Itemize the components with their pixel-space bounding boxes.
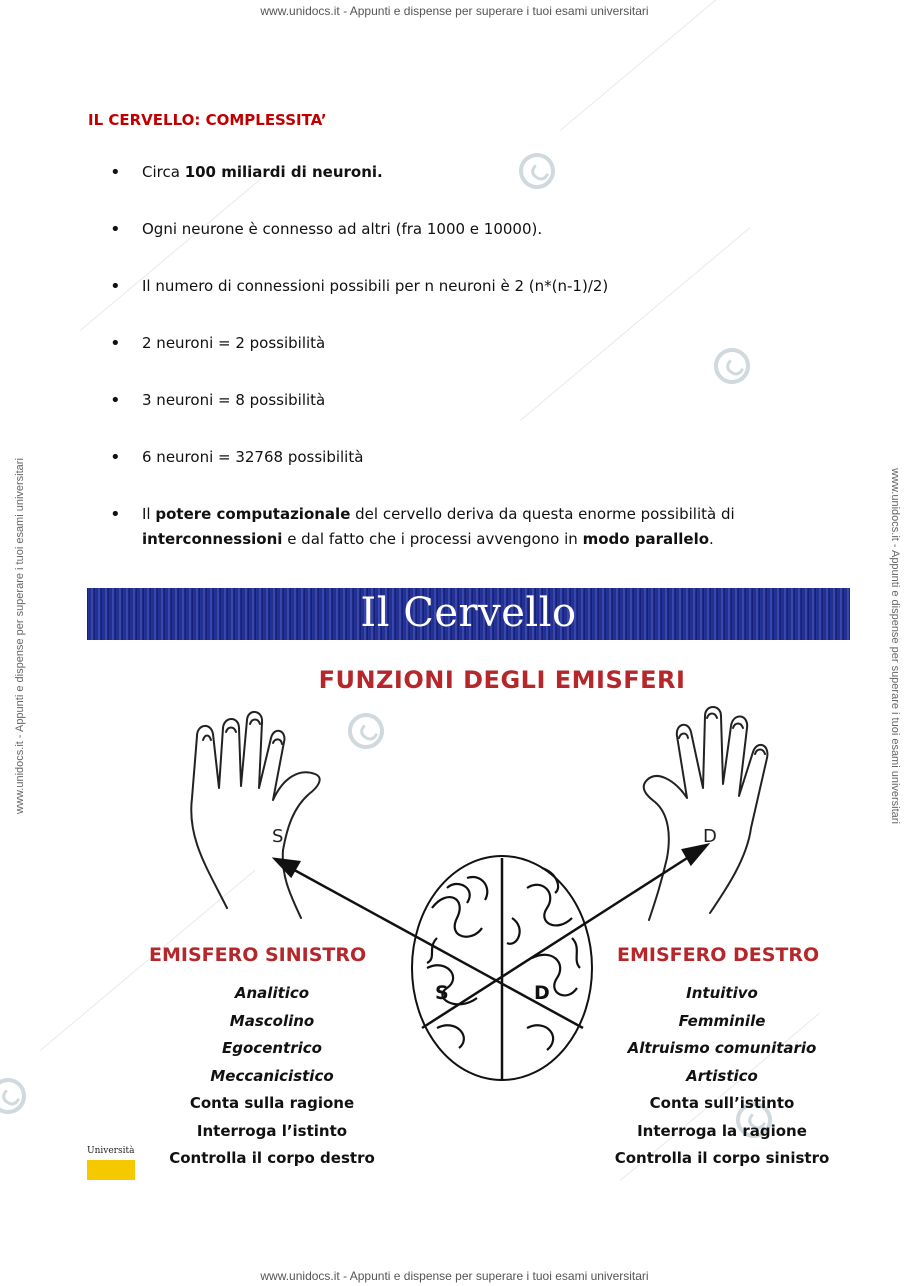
fact-item	[110, 331, 790, 356]
university-logo	[87, 1146, 135, 1184]
section-heading: IL CERVELLO: COMPLESSITA’	[88, 111, 327, 129]
watermark-side-right: www.unidocs.it - Appunti e dispense per superare i tuoi esami universitari	[889, 468, 901, 824]
right-trait-item: Femminile	[678, 1011, 766, 1030]
university-logo-bar	[87, 1160, 135, 1180]
left-hemisphere-title: EMISFERO SINISTRO	[149, 944, 367, 966]
right-function-item: Interroga la ragione	[637, 1121, 807, 1140]
right-trait-item: Intuitivo	[686, 984, 758, 1002]
banner-title: Il Cervello	[360, 590, 577, 636]
left-function-item: Controlla il corpo destro	[169, 1149, 375, 1167]
fact-text: Il	[142, 505, 156, 523]
right-function-item: Conta sull’istinto	[649, 1094, 795, 1112]
left-trait-item: Mascolino	[229, 1011, 315, 1030]
right-hemisphere-list	[597, 980, 847, 1173]
left-hemisphere-list	[147, 980, 397, 1173]
watermark-top: www.unidocs.it - Appunti e dispense per superare i tuoi esami universitari	[260, 4, 649, 18]
fact-item	[110, 502, 790, 552]
brain-right-letter: D	[534, 982, 550, 1004]
watermark-logo-icon	[0, 1071, 33, 1121]
fact-text: 6 neuroni = 32768 possibilità	[142, 448, 364, 466]
fact-text: Circa	[142, 163, 185, 181]
right-hand-icon	[644, 707, 768, 920]
fact-list	[110, 160, 790, 584]
fact-bold-text: interconnessioni	[142, 530, 283, 548]
figure-subtitle: FUNZIONI DEGLI EMISFERI	[318, 666, 686, 694]
fact-item	[110, 445, 790, 470]
watermark-line	[560, 0, 760, 131]
left-function-item: Conta sulla ragione	[189, 1094, 355, 1112]
fact-text: 2 neuroni = 2 possibilità	[142, 334, 326, 352]
fact-bold-text: potere computazionale	[155, 505, 351, 523]
fact-text: 3 neuroni = 8 possibilità	[142, 391, 326, 409]
brain-left-letter: S	[435, 982, 449, 1004]
fact-bold-text: 100 miliardi di neuroni.	[184, 163, 383, 181]
fact-item	[110, 388, 790, 413]
university-logo-text: Università	[87, 1146, 135, 1156]
brain-icon	[412, 856, 592, 1080]
hand-right-letter: D	[703, 826, 717, 847]
fact-text: Il numero di connessioni possibili per n neuroni è 2 (n*(n-1)/2)	[142, 277, 609, 295]
fact-item	[110, 160, 790, 185]
hand-left-letter: S	[272, 826, 284, 847]
left-trait-item: Meccanicistico	[210, 1066, 334, 1085]
left-trait-item: Analitico	[234, 984, 310, 1002]
fact-item	[110, 274, 790, 299]
fact-text: del cervello deriva da questa enorme possibilità di	[350, 505, 735, 523]
right-function-item: Controlla il corpo sinistro	[614, 1149, 830, 1167]
right-hemisphere-title: EMISFERO DESTRO	[617, 944, 820, 966]
left-function-item: Interroga l’istinto	[196, 1121, 348, 1140]
brain-hemispheres-figure	[87, 588, 850, 1200]
right-trait-item: Artistico	[686, 1066, 758, 1085]
fact-item	[110, 217, 790, 242]
fact-text: .	[709, 530, 714, 548]
right-trait-item: Altruismo comunitario	[627, 1039, 817, 1057]
left-trait-item: Egocentrico	[222, 1039, 322, 1057]
left-hand-icon	[191, 712, 319, 918]
watermark-side-left: www.unidocs.it - Appunti e dispense per superare i tuoi esami universitari	[14, 458, 26, 814]
fact-bold-text: modo parallelo	[582, 530, 710, 548]
watermark-bottom: www.unidocs.it - Appunti e dispense per superare i tuoi esami universitari	[260, 1269, 649, 1283]
fact-text: Ogni neurone è connesso ad altri (fra 1000 e 10000).	[142, 220, 543, 238]
fact-text: e dal fatto che i processi avvengono in	[282, 530, 583, 548]
